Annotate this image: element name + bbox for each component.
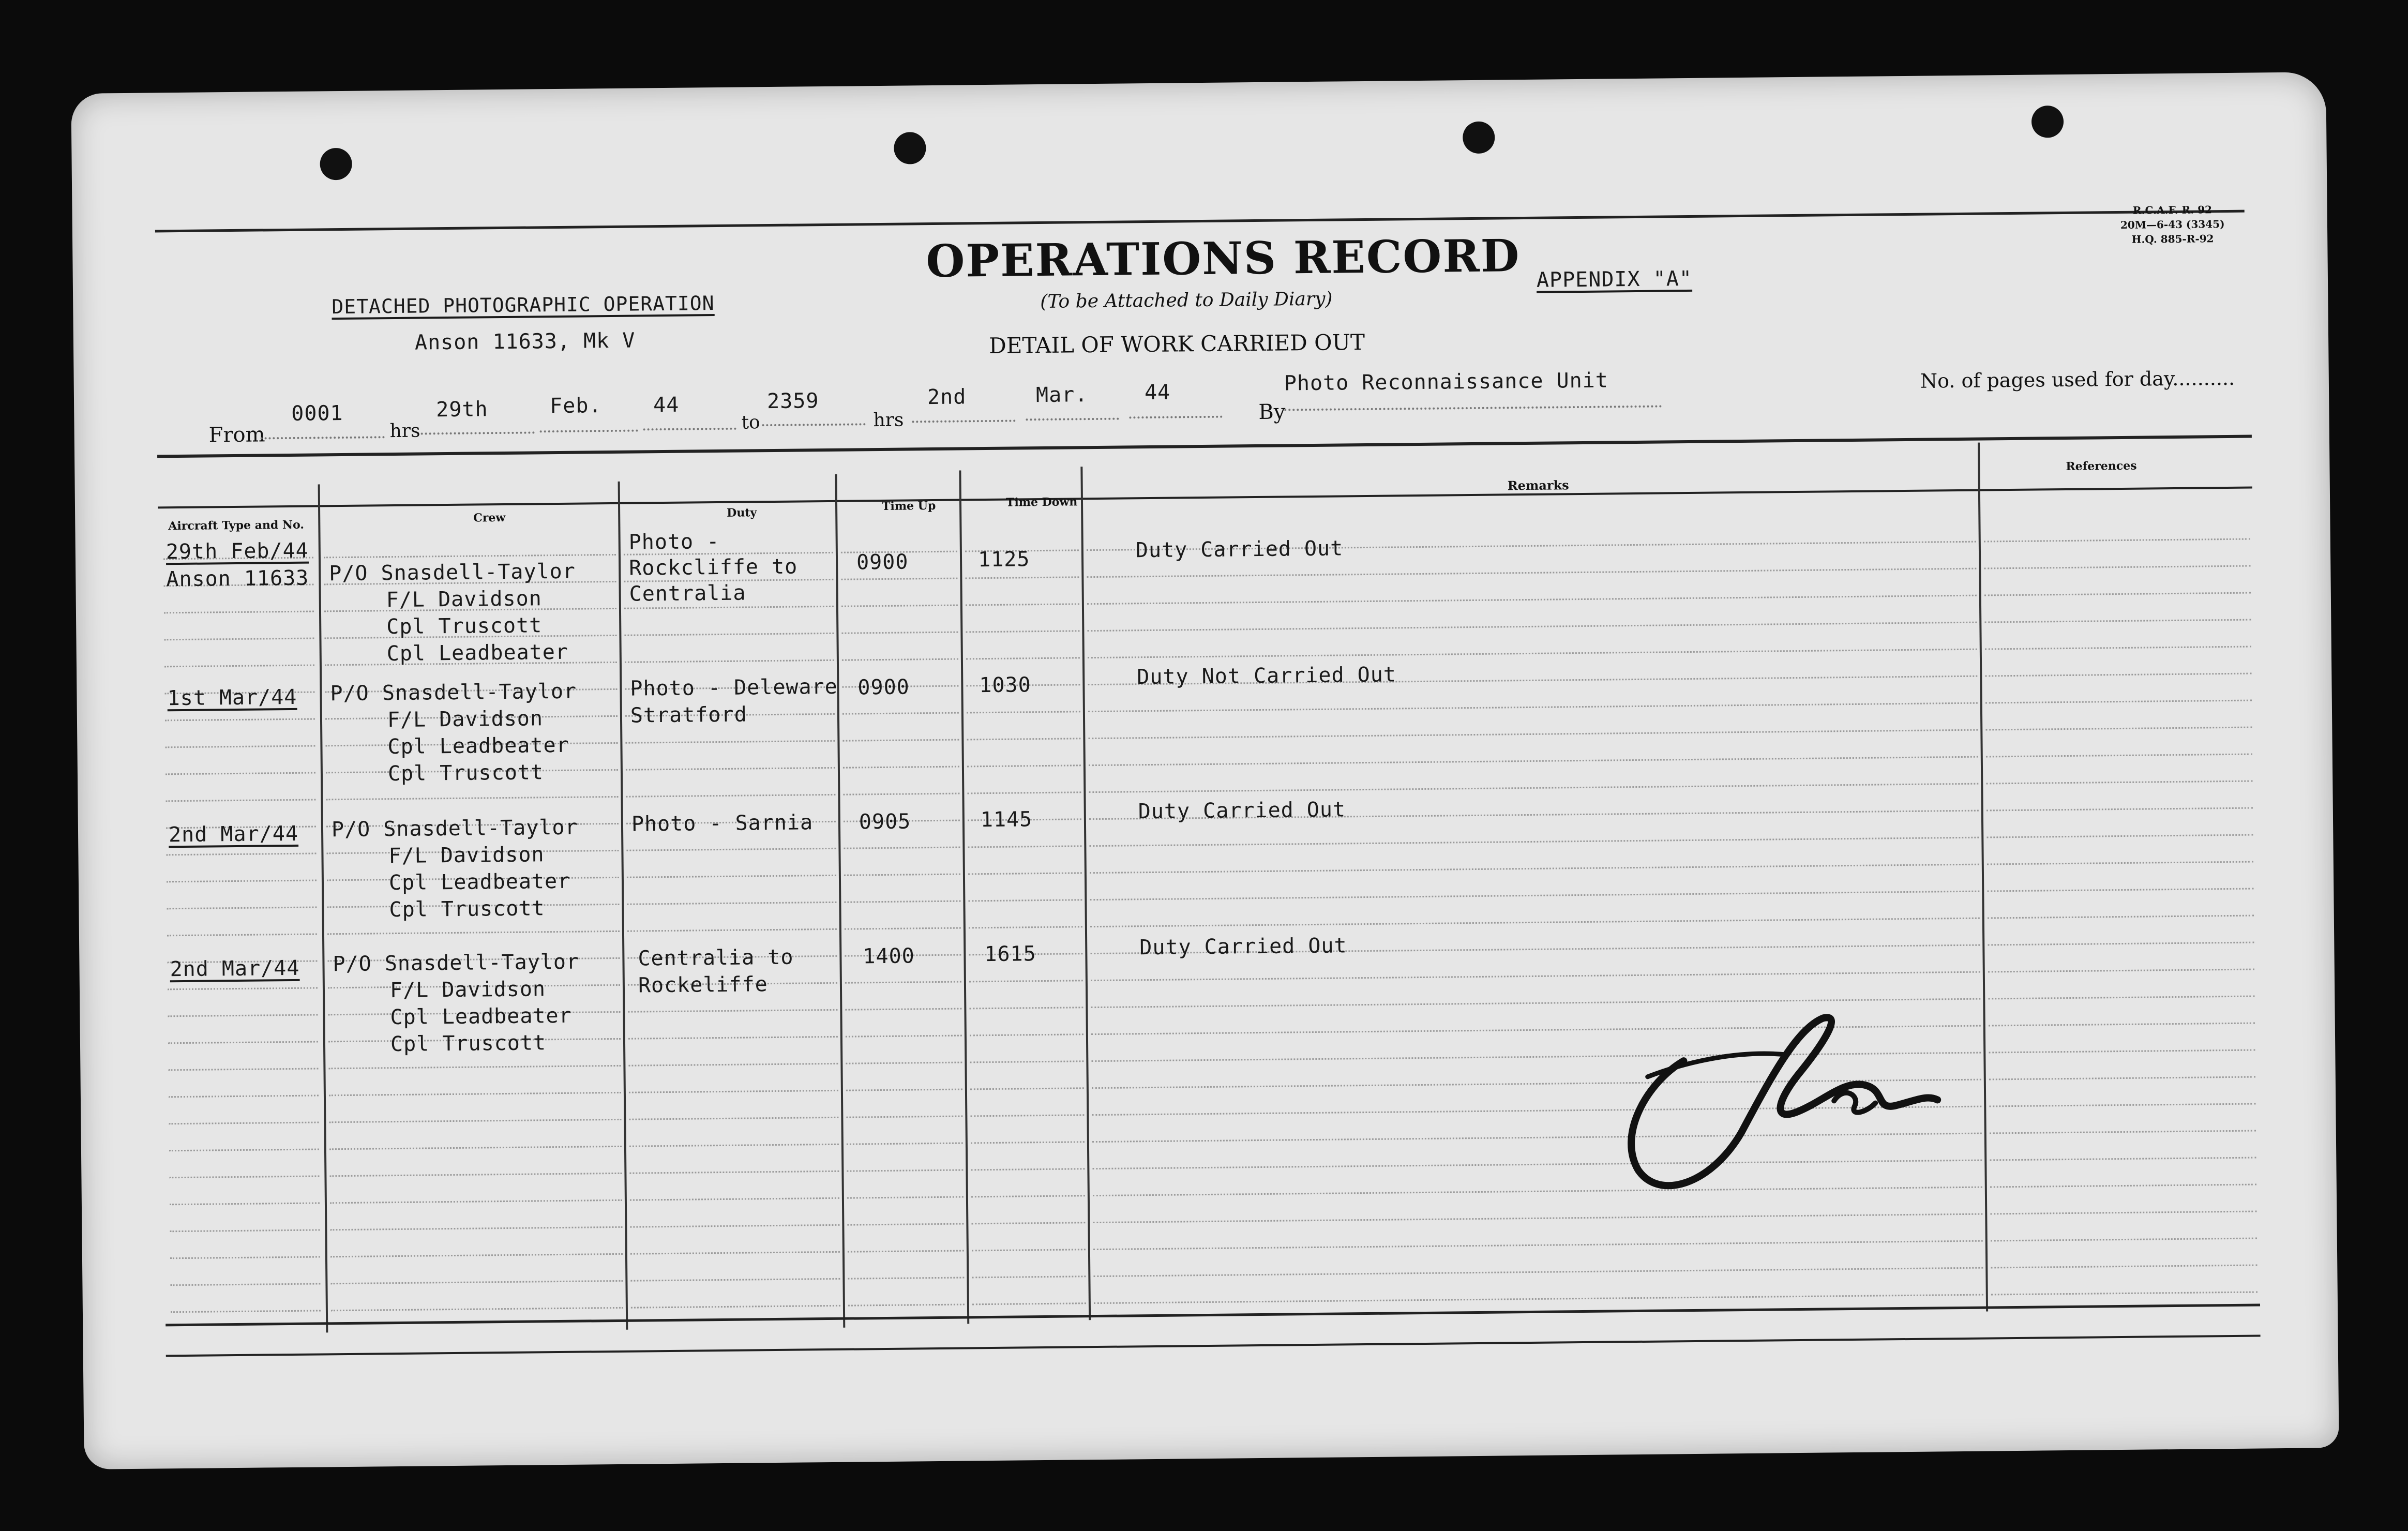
- ruled-line: [626, 767, 835, 771]
- ruled-line: [1991, 1292, 2258, 1296]
- ruled-line: [170, 1283, 320, 1286]
- ruled-line: [629, 1144, 839, 1147]
- ruled-line: [329, 1146, 622, 1150]
- ruled-line: [1985, 700, 2252, 704]
- ruled-line: [1989, 1049, 2255, 1054]
- ruled-line: [841, 632, 958, 634]
- crew-member: F/L Davidson: [387, 707, 544, 732]
- time-down: 1125: [977, 547, 1030, 572]
- to-month-line: [1026, 418, 1119, 421]
- ruled-line: [1986, 834, 2253, 838]
- ruled-line: [972, 1302, 1086, 1305]
- ruled-line: [1988, 969, 2254, 973]
- from-time: 0001: [291, 401, 343, 426]
- ruled-line: [845, 927, 961, 930]
- time-down: 1615: [984, 942, 1036, 967]
- table-top-rule: [157, 435, 2252, 458]
- ruled-line: [844, 900, 960, 903]
- entry-date: 1st Mar/44: [167, 685, 297, 711]
- ruled-line: [1989, 1023, 2255, 1027]
- ruled-line: [968, 845, 1081, 848]
- ruled-line: [169, 1094, 319, 1098]
- duty-line: Stratford: [630, 702, 747, 728]
- ruled-line: [1088, 702, 1978, 713]
- ruled-line: [170, 1229, 320, 1232]
- page-subtitle: (To be Attached to Daily Diary): [1040, 288, 1333, 313]
- col-header-crew: Crew: [473, 511, 506, 525]
- top-rule: [155, 210, 2245, 233]
- ruled-line: [625, 740, 835, 744]
- entry-date: 2nd Mar/44: [170, 956, 300, 982]
- unit-name: DETACHED PHOTOGRAPHIC OPERATION: [332, 292, 715, 319]
- time-down: 1030: [979, 673, 1031, 698]
- ruled-line: [965, 576, 1079, 579]
- ruled-line: [842, 658, 958, 661]
- ruled-line: [848, 1304, 965, 1307]
- ruled-line: [628, 1036, 838, 1040]
- from-label: From: [208, 423, 265, 447]
- ruled-line: [1991, 1238, 2257, 1242]
- crew-member: F/L Davidson: [386, 587, 542, 612]
- table-header-rule: [158, 487, 2252, 509]
- ruled-line: [1090, 864, 1979, 874]
- ruled-line: [1087, 568, 1976, 578]
- ruled-line: [841, 605, 958, 607]
- ruled-line: [966, 630, 1079, 633]
- ruled-line: [324, 554, 616, 558]
- duty-line: Photo - Sarnia: [631, 810, 814, 836]
- table-bottom-rule: [165, 1303, 2260, 1326]
- ruled-line: [841, 578, 957, 580]
- col-header-references: References: [2066, 459, 2137, 473]
- ruled-line: [846, 1116, 962, 1118]
- ruled-line: [1988, 996, 2254, 1000]
- ruled-line: [845, 981, 961, 984]
- ruled-line: [1986, 780, 2252, 785]
- from-year: 44: [653, 393, 680, 417]
- punch-hole: [1463, 122, 1495, 154]
- to-time: 2359: [766, 389, 819, 414]
- ruled-line: [972, 1249, 1086, 1251]
- by-unit: Photo Reconnaissance Unit: [1284, 368, 1609, 396]
- col-header-time-up: Time Up: [881, 499, 936, 513]
- time-up: 0900: [857, 675, 910, 700]
- crew-member: Cpl Truscott: [390, 1031, 547, 1057]
- ruled-line: [1984, 538, 2250, 543]
- ruled-line: [630, 1197, 839, 1201]
- crew-member: P/O Snasdell-Taylor: [333, 950, 580, 977]
- time-up: 0905: [859, 809, 911, 834]
- ruled-line: [969, 980, 1083, 982]
- ruled-line: [968, 899, 1082, 902]
- col-divider: [1080, 467, 1091, 1320]
- ruled-line: [170, 1202, 320, 1205]
- to-day: 2nd: [927, 385, 967, 410]
- ruled-line: [1987, 861, 2253, 865]
- crew-member: F/L Davidson: [388, 843, 545, 868]
- ruled-line: [1093, 1213, 1982, 1224]
- crew-member: Cpl Leadbeater: [388, 869, 571, 895]
- crew-member: Cpl Truscott: [389, 896, 545, 922]
- ruled-line: [967, 764, 1081, 767]
- ruled-line: [626, 848, 836, 851]
- ruled-line: [1089, 783, 1978, 793]
- ruled-line: [1986, 754, 2252, 758]
- ruled-line: [627, 875, 836, 878]
- ruled-line: [1090, 918, 1980, 928]
- duty-line: Photo - Deleware: [630, 674, 838, 701]
- ruled-line: [625, 659, 834, 663]
- by-line: [1284, 405, 1662, 411]
- ruled-line: [165, 745, 315, 748]
- ruled-line: [1990, 1211, 2256, 1215]
- ruled-line: [329, 1119, 621, 1123]
- ruled-line: [972, 1275, 1086, 1278]
- form-code-line: 20M—6-43 (3345): [2120, 218, 2225, 231]
- entry-aircraft: Anson 11633: [166, 566, 309, 592]
- crew-member: P/O Snasdell-Taylor: [331, 815, 578, 842]
- ruled-line: [1088, 729, 1978, 740]
- from-year-line: [643, 428, 736, 431]
- crew-member: Cpl Leadbeater: [390, 1003, 572, 1030]
- to-year-line: [1129, 416, 1222, 419]
- ruled-line: [848, 1250, 964, 1253]
- time-down: 1145: [980, 807, 1033, 832]
- ruled-line: [967, 791, 1081, 794]
- col-header-aircraft: Aircraft Type and No.: [168, 518, 305, 533]
- ruled-line: [1984, 565, 2250, 569]
- to-time-line: [762, 423, 866, 426]
- ruled-line: [1984, 619, 2251, 623]
- ruled-line: [1989, 1103, 2255, 1107]
- ruled-line: [971, 1168, 1085, 1170]
- ruled-line: [329, 1092, 621, 1096]
- crew-member: F/L Davidson: [389, 977, 546, 1003]
- ruled-line: [1986, 807, 2253, 812]
- to-label: to: [741, 412, 760, 433]
- ruled-line: [971, 1195, 1085, 1197]
- ruled-line: [171, 1310, 321, 1313]
- ruled-line: [1990, 1184, 2256, 1188]
- ruled-line: [847, 1143, 963, 1145]
- ruled-line: [1984, 592, 2251, 596]
- remarks: Duty Carried Out: [1135, 536, 1344, 563]
- entry-date: 2nd Mar/44: [168, 821, 299, 847]
- ruled-line: [1990, 1157, 2256, 1161]
- from-day-line: [421, 431, 535, 434]
- ruled-line: [326, 796, 618, 800]
- ruled-line: [970, 1087, 1084, 1090]
- punch-hole: [894, 132, 926, 164]
- duty-line: Centralia: [629, 581, 746, 606]
- ruled-line: [848, 1277, 964, 1280]
- ruled-line: [969, 926, 1082, 928]
- crew-member: Cpl Truscott: [387, 760, 544, 786]
- ruled-line: [168, 1068, 318, 1071]
- ruled-line: [969, 1007, 1083, 1009]
- ruled-line: [1990, 1130, 2256, 1134]
- ruled-line: [168, 1014, 318, 1017]
- ruled-line: [629, 1090, 838, 1093]
- ruled-line: [1093, 1240, 1983, 1251]
- ruled-lines: [71, 72, 2326, 94]
- ruled-line: [847, 1196, 964, 1199]
- ruled-line: [626, 794, 835, 798]
- remarks: Duty Carried Out: [1139, 934, 1347, 960]
- pages-used-label: No. of pages used for day..........: [1920, 366, 2235, 393]
- ruled-line: [968, 872, 1082, 875]
- col-divider: [835, 474, 845, 1328]
- by-label: By: [1258, 400, 1286, 424]
- from-day: 29th: [436, 397, 488, 422]
- ruled-line: [966, 657, 1080, 659]
- ruled-line: [628, 1009, 837, 1013]
- crew-member: Cpl Leadbeater: [386, 640, 569, 666]
- ruled-line: [331, 1307, 623, 1311]
- ruled-line: [1988, 915, 2254, 919]
- ruled-line: [169, 1148, 319, 1151]
- duty-line: Centralia to: [638, 945, 794, 971]
- crew-member: Cpl Leadbeater: [387, 733, 569, 759]
- ruled-line: [1987, 888, 2253, 892]
- detail-heading: DETAIL OF WORK CARRIED OUT: [988, 329, 1365, 358]
- form-code-line: R.C.A.F. R. 92: [2132, 203, 2213, 217]
- ruled-line: [1087, 595, 1977, 605]
- appendix-label: APPENDIX "A": [1536, 266, 1693, 292]
- ruled-line: [844, 847, 960, 849]
- form-code-line: H.Q. 885-R-92: [2131, 232, 2214, 246]
- ruled-line: [967, 711, 1080, 713]
- ruled-line: [170, 1256, 320, 1259]
- ruled-line: [1985, 646, 2251, 650]
- sheet-bottom-rule: [166, 1334, 2261, 1357]
- ruled-line: [1985, 727, 2252, 731]
- ruled-line: [966, 603, 1079, 606]
- ruled-line: [843, 793, 959, 795]
- ruled-line: [1985, 673, 2251, 677]
- ruled-line: [628, 1063, 838, 1067]
- col-header-remarks: Remarks: [1507, 477, 1569, 493]
- ruled-line: [627, 902, 836, 905]
- remarks: Duty Carried Out: [1138, 798, 1346, 824]
- ruled-line: [1089, 756, 1978, 767]
- ruled-line: [327, 930, 620, 935]
- crew-member: P/O Snasdell-Taylor: [330, 679, 577, 706]
- signature: [1554, 996, 1949, 1217]
- ruled-line: [1094, 1294, 1983, 1304]
- ruled-line: [167, 906, 317, 909]
- to-month: Mar.: [1035, 383, 1088, 408]
- aircraft-designation: Anson 11633, Mk V: [414, 328, 636, 355]
- ruled-line: [168, 987, 318, 990]
- ruled-line: [624, 633, 834, 636]
- ruled-line: [845, 1008, 961, 1011]
- duty-line: Rockeliffe: [638, 972, 768, 998]
- ruled-line: [169, 1175, 319, 1178]
- ruled-line: [630, 1251, 840, 1255]
- ruled-line: [1991, 1265, 2257, 1269]
- ruled-line: [624, 606, 834, 609]
- ruled-line: [164, 611, 314, 614]
- ruled-line: [971, 1141, 1085, 1144]
- ruled-line: [169, 1121, 319, 1124]
- ruled-line: [164, 665, 314, 668]
- ruled-line: [1989, 1076, 2255, 1080]
- ruled-line: [970, 1033, 1083, 1036]
- ruled-line: [167, 933, 317, 936]
- to-year: 44: [1144, 380, 1171, 405]
- page-title: OPERATIONS RECORD: [926, 230, 1521, 288]
- ruled-line: [630, 1224, 839, 1228]
- ruled-line: [631, 1305, 840, 1309]
- from-month: Feb.: [549, 394, 602, 418]
- crew-member: P/O Snasdell-Taylor: [329, 559, 576, 586]
- duty-line: Photo -: [628, 529, 720, 554]
- punch-hole: [320, 148, 352, 181]
- ruled-line: [1093, 1267, 1983, 1278]
- ruled-line: [330, 1280, 623, 1284]
- ruled-line: [970, 1060, 1083, 1063]
- ruled-line: [847, 1223, 964, 1226]
- ruled-line: [1090, 891, 1979, 901]
- ruled-line: [166, 853, 316, 856]
- col-header-duty: Duty: [727, 506, 757, 520]
- ruled-line: [967, 738, 1080, 740]
- ruled-line: [330, 1226, 622, 1230]
- ruled-line: [1087, 622, 1977, 632]
- time-up: 1400: [863, 944, 915, 969]
- from-time-line: [261, 436, 385, 439]
- col-header-time-down: Time Down: [1005, 495, 1078, 509]
- from-month-line: [540, 429, 638, 432]
- ruled-line: [842, 712, 959, 715]
- ruled-line: [167, 880, 317, 883]
- ruled-line: [165, 799, 315, 802]
- ruled-line: [970, 1114, 1084, 1117]
- remarks: Duty Not Carried Out: [1137, 663, 1397, 689]
- ruled-line: [629, 1170, 839, 1174]
- ruled-line: [629, 1117, 838, 1120]
- ruled-line: [330, 1253, 623, 1257]
- hrs-label: hrs: [873, 409, 904, 431]
- hrs-label: hrs: [389, 420, 420, 442]
- ruled-line: [842, 739, 959, 742]
- punch-hole: [2031, 106, 2064, 138]
- ruled-line: [329, 1173, 622, 1177]
- ruled-line: [1091, 971, 1980, 982]
- ruled-line: [1089, 837, 1979, 847]
- to-day-line: [912, 419, 1015, 423]
- ruled-line: [164, 638, 314, 641]
- ruled-line: [844, 874, 960, 876]
- ruled-line: [846, 1089, 962, 1091]
- ruled-line: [630, 1278, 840, 1282]
- time-up: 0900: [856, 550, 909, 575]
- entry-date: 29th Feb/44: [165, 538, 309, 564]
- form-code: [2120, 202, 2225, 247]
- ruled-line: [328, 1065, 621, 1069]
- duty-line: Rockcliffe to: [628, 554, 798, 580]
- ruled-line: [846, 1062, 962, 1064]
- ruled-line: [1088, 649, 1977, 659]
- ruled-line: [165, 718, 315, 722]
- crew-member: Cpl Truscott: [386, 613, 543, 639]
- ruled-line: [627, 928, 837, 932]
- ruled-line: [330, 1199, 622, 1204]
- col-divider: [1978, 443, 1988, 1312]
- ruled-line: [843, 766, 959, 769]
- ruled-line: [846, 1035, 962, 1038]
- ruled-line: [168, 1041, 318, 1044]
- ruled-line: [1988, 942, 2254, 946]
- ruled-line: [971, 1222, 1085, 1224]
- record-sheet: [71, 72, 2339, 1469]
- ruled-line: [165, 772, 315, 775]
- ruled-line: [847, 1169, 963, 1172]
